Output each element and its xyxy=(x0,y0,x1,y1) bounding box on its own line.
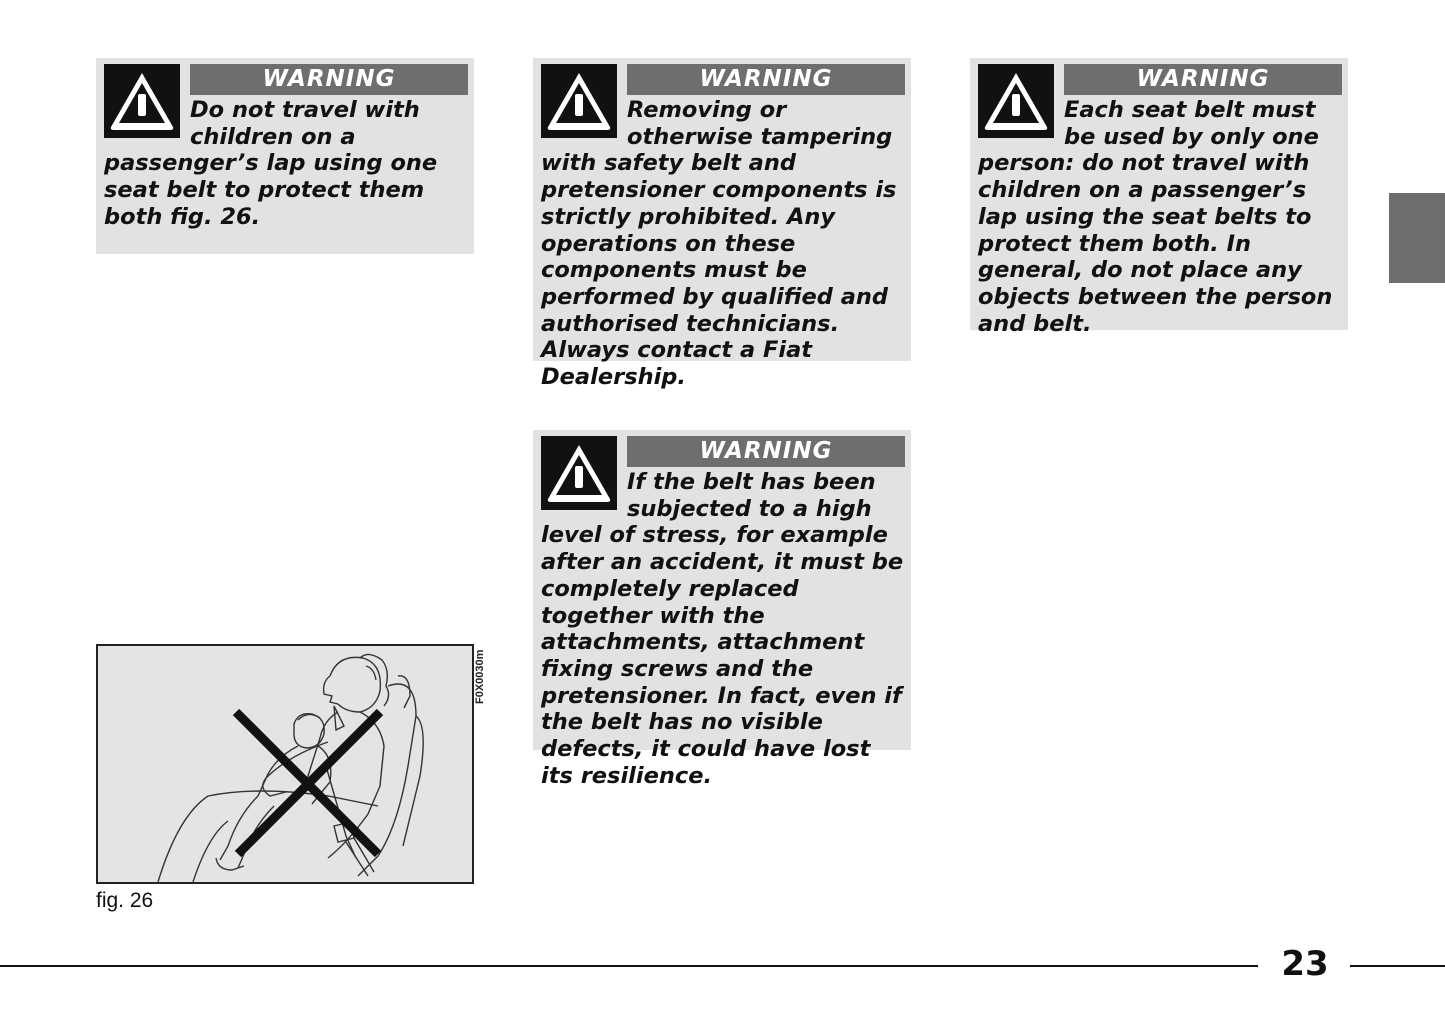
warning-triangle-icon xyxy=(541,64,617,138)
warning-title: WARNING xyxy=(1064,64,1342,95)
figure-26-illustration xyxy=(96,644,474,884)
seated-adult-child-drawing xyxy=(98,646,472,882)
warning-box-child-lap xyxy=(96,58,474,254)
warning-title: WARNING xyxy=(627,64,905,95)
figure-code: F0X0030m xyxy=(474,649,486,704)
footer-rule-right xyxy=(1350,965,1445,967)
warning-text: If the belt has been subjected to a high level of stress, for example after an accident, it must be completely replaced together with the attachments, attachment fixing screws and the pretensioner. In fact, even if the belt has no visible defects, it could have lost its resilience. xyxy=(541,469,904,789)
figure-caption: fig. 26 xyxy=(96,889,154,912)
warning-title: WARNING xyxy=(627,436,905,467)
warning-title: WARNING xyxy=(190,64,468,95)
warning-triangle-icon xyxy=(104,64,180,138)
warning-text: Removing or otherwise tampering with safety belt and pretensioner components is strictly prohibited. Any operations on these components must be performed by qualified and authorised technicians. Always contact a Fiat Dealership. xyxy=(541,97,897,391)
warning-box-tampering xyxy=(533,58,911,391)
warning-triangle-icon xyxy=(978,64,1054,138)
warning-triangle-icon xyxy=(541,436,617,510)
warning-text: Each seat belt must be used by only one person: do not travel with children on a passenger’s lap using the seat belts to protect them both. In general, do not place any objects between the person and belt. xyxy=(978,97,1333,337)
footer-rule-left xyxy=(0,965,1258,967)
warning-box-one-person xyxy=(970,58,1348,337)
page-number: 23 xyxy=(1281,944,1329,984)
chapter-tab xyxy=(1389,193,1445,283)
warning-text: Do not travel with children on a passenger’s lap using one seat belt to protect them both fig. 26. xyxy=(104,97,438,230)
warning-box-stress xyxy=(533,430,911,789)
